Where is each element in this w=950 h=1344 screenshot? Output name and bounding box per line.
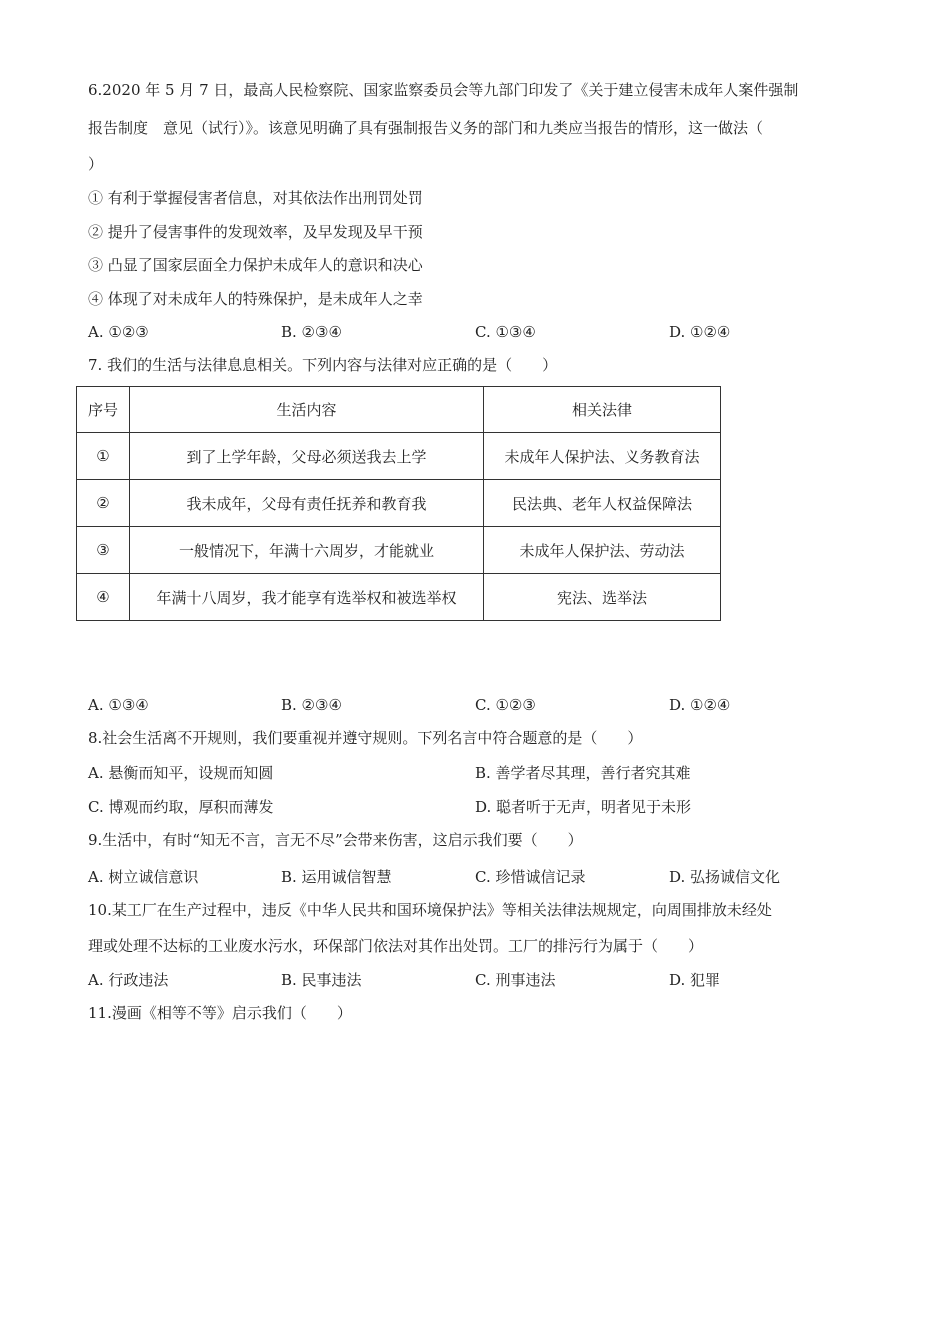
table-row [77,574,721,621]
q10-stem-line-2: 理或处理不达标的工业废水污水，环保部门依法对其作出处罚。工厂的排污行为属于（ ） [88,937,704,955]
q8-option-a[interactable]: A. 悬衡而知平，设规而知圆 [88,764,274,782]
table-header-row [77,387,721,433]
table-row [77,480,721,527]
q10-option-c[interactable]: C. 刑事违法 [475,971,556,989]
q7-option-b[interactable]: B. ②③④ [281,696,342,714]
q8-option-b[interactable]: B. 善学者尽其理，善行者究其难 [475,764,691,782]
row-life-content: 一般情况下，年满十六周岁，才能就业 [130,527,484,574]
row-related-law: 未成年人保护法、劳动法 [484,527,721,574]
header-related-law: 相关法律 [484,387,721,433]
row-number: ② [77,480,130,527]
q6-option-a[interactable]: A. ①②③ [88,323,149,341]
q7-stem: 7. 我们的生活与法律息息相关。下列内容与法律对应正确的是（ ） [88,356,558,374]
q6-stem-line-1: 6.2020 年 5 月 7 日，最高人民检察院、国家监察委员会等九部门印发了《关于建立侵害未成年人案件强制 [88,81,799,99]
q6-stem-line-2: 报告制度 意见（试行）》。该意见明确了具有强制报告义务的部门和九类应当报告的情形，这一做法（ [88,119,764,137]
q10-option-d[interactable]: D. 犯罪 [669,971,721,989]
q9-option-a[interactable]: A. 树立诚信意识 [88,868,199,886]
law-table [76,386,721,621]
row-related-law: 民法典、老年人权益保障法 [484,480,721,527]
q10-option-a[interactable]: A. 行政违法 [88,971,169,989]
q6-options [88,322,868,342]
row-number: ④ [77,574,130,621]
q7-options [88,695,868,715]
q9-stem: 9.生活中，有时“知无不言，言无不尽”会带来伤害，这启示我们要（ ） [88,831,583,849]
q10-option-b[interactable]: B. 民事违法 [281,971,362,989]
q10-stem-line-1: 10.某工厂在生产过程中，违反《中华人民共和国环境保护法》等相关法律法规规定，向周围排放未经处 [88,901,772,919]
q6-stem-line-3: ） [88,155,104,173]
q6-statement-1: ① 有利于掌握侵害者信息，对其依法作出刑罚处罚 [88,189,423,207]
q9-option-d[interactable]: D. 弘扬诚信文化 [669,868,781,886]
row-number: ③ [77,527,130,574]
row-life-content: 年满十八周岁，我才能享有选举权和被选举权 [130,574,484,621]
q6-statement-2: ② 提升了侵害事件的发现效率，及早发现及早干预 [88,223,423,241]
header-life-content: 生活内容 [130,387,484,433]
q6-option-d[interactable]: D. ①②④ [669,323,731,341]
q6-statement-3: ③ 凸显了国家层面全力保护未成年人的意识和决心 [88,256,423,274]
q8-options-row-2 [88,797,868,817]
q7-option-a[interactable]: A. ①③④ [88,696,149,714]
q7-option-d[interactable]: D. ①②④ [669,696,731,714]
table-row [77,433,721,480]
row-life-content: 我未成年，父母有责任抚养和教育我 [130,480,484,527]
q9-option-b[interactable]: B. 运用诚信智慧 [281,868,392,886]
row-number: ① [77,433,130,480]
q8-options-row-1 [88,763,868,783]
table-row [77,527,721,574]
q9-option-c[interactable]: C. 珍惜诚信记录 [475,868,586,886]
header-number: 序号 [77,387,130,433]
q10-options [88,970,868,990]
q11-stem: 11.漫画《相等不等》启示我们（ ） [88,1004,352,1022]
q9-options [88,867,868,887]
q7-option-c[interactable]: C. ①②③ [475,696,536,714]
q8-stem: 8.社会生活离不开规则，我们要重视并遵守规则。下列名言中符合题意的是（ ） [88,729,643,747]
q6-option-b[interactable]: B. ②③④ [281,323,342,341]
q8-option-c[interactable]: C. 博观而约取，厚积而薄发 [88,798,274,816]
q6-statement-4: ④ 体现了对未成年人的特殊保护，是未成年人之幸 [88,290,423,308]
row-related-law: 未成年人保护法、义务教育法 [484,433,721,480]
row-life-content: 到了上学年龄，父母必须送我去上学 [130,433,484,480]
q6-option-c[interactable]: C. ①③④ [475,323,536,341]
q8-option-d[interactable]: D. 聪者听于无声，明者见于未形 [475,798,692,816]
row-related-law: 宪法、选举法 [484,574,721,621]
